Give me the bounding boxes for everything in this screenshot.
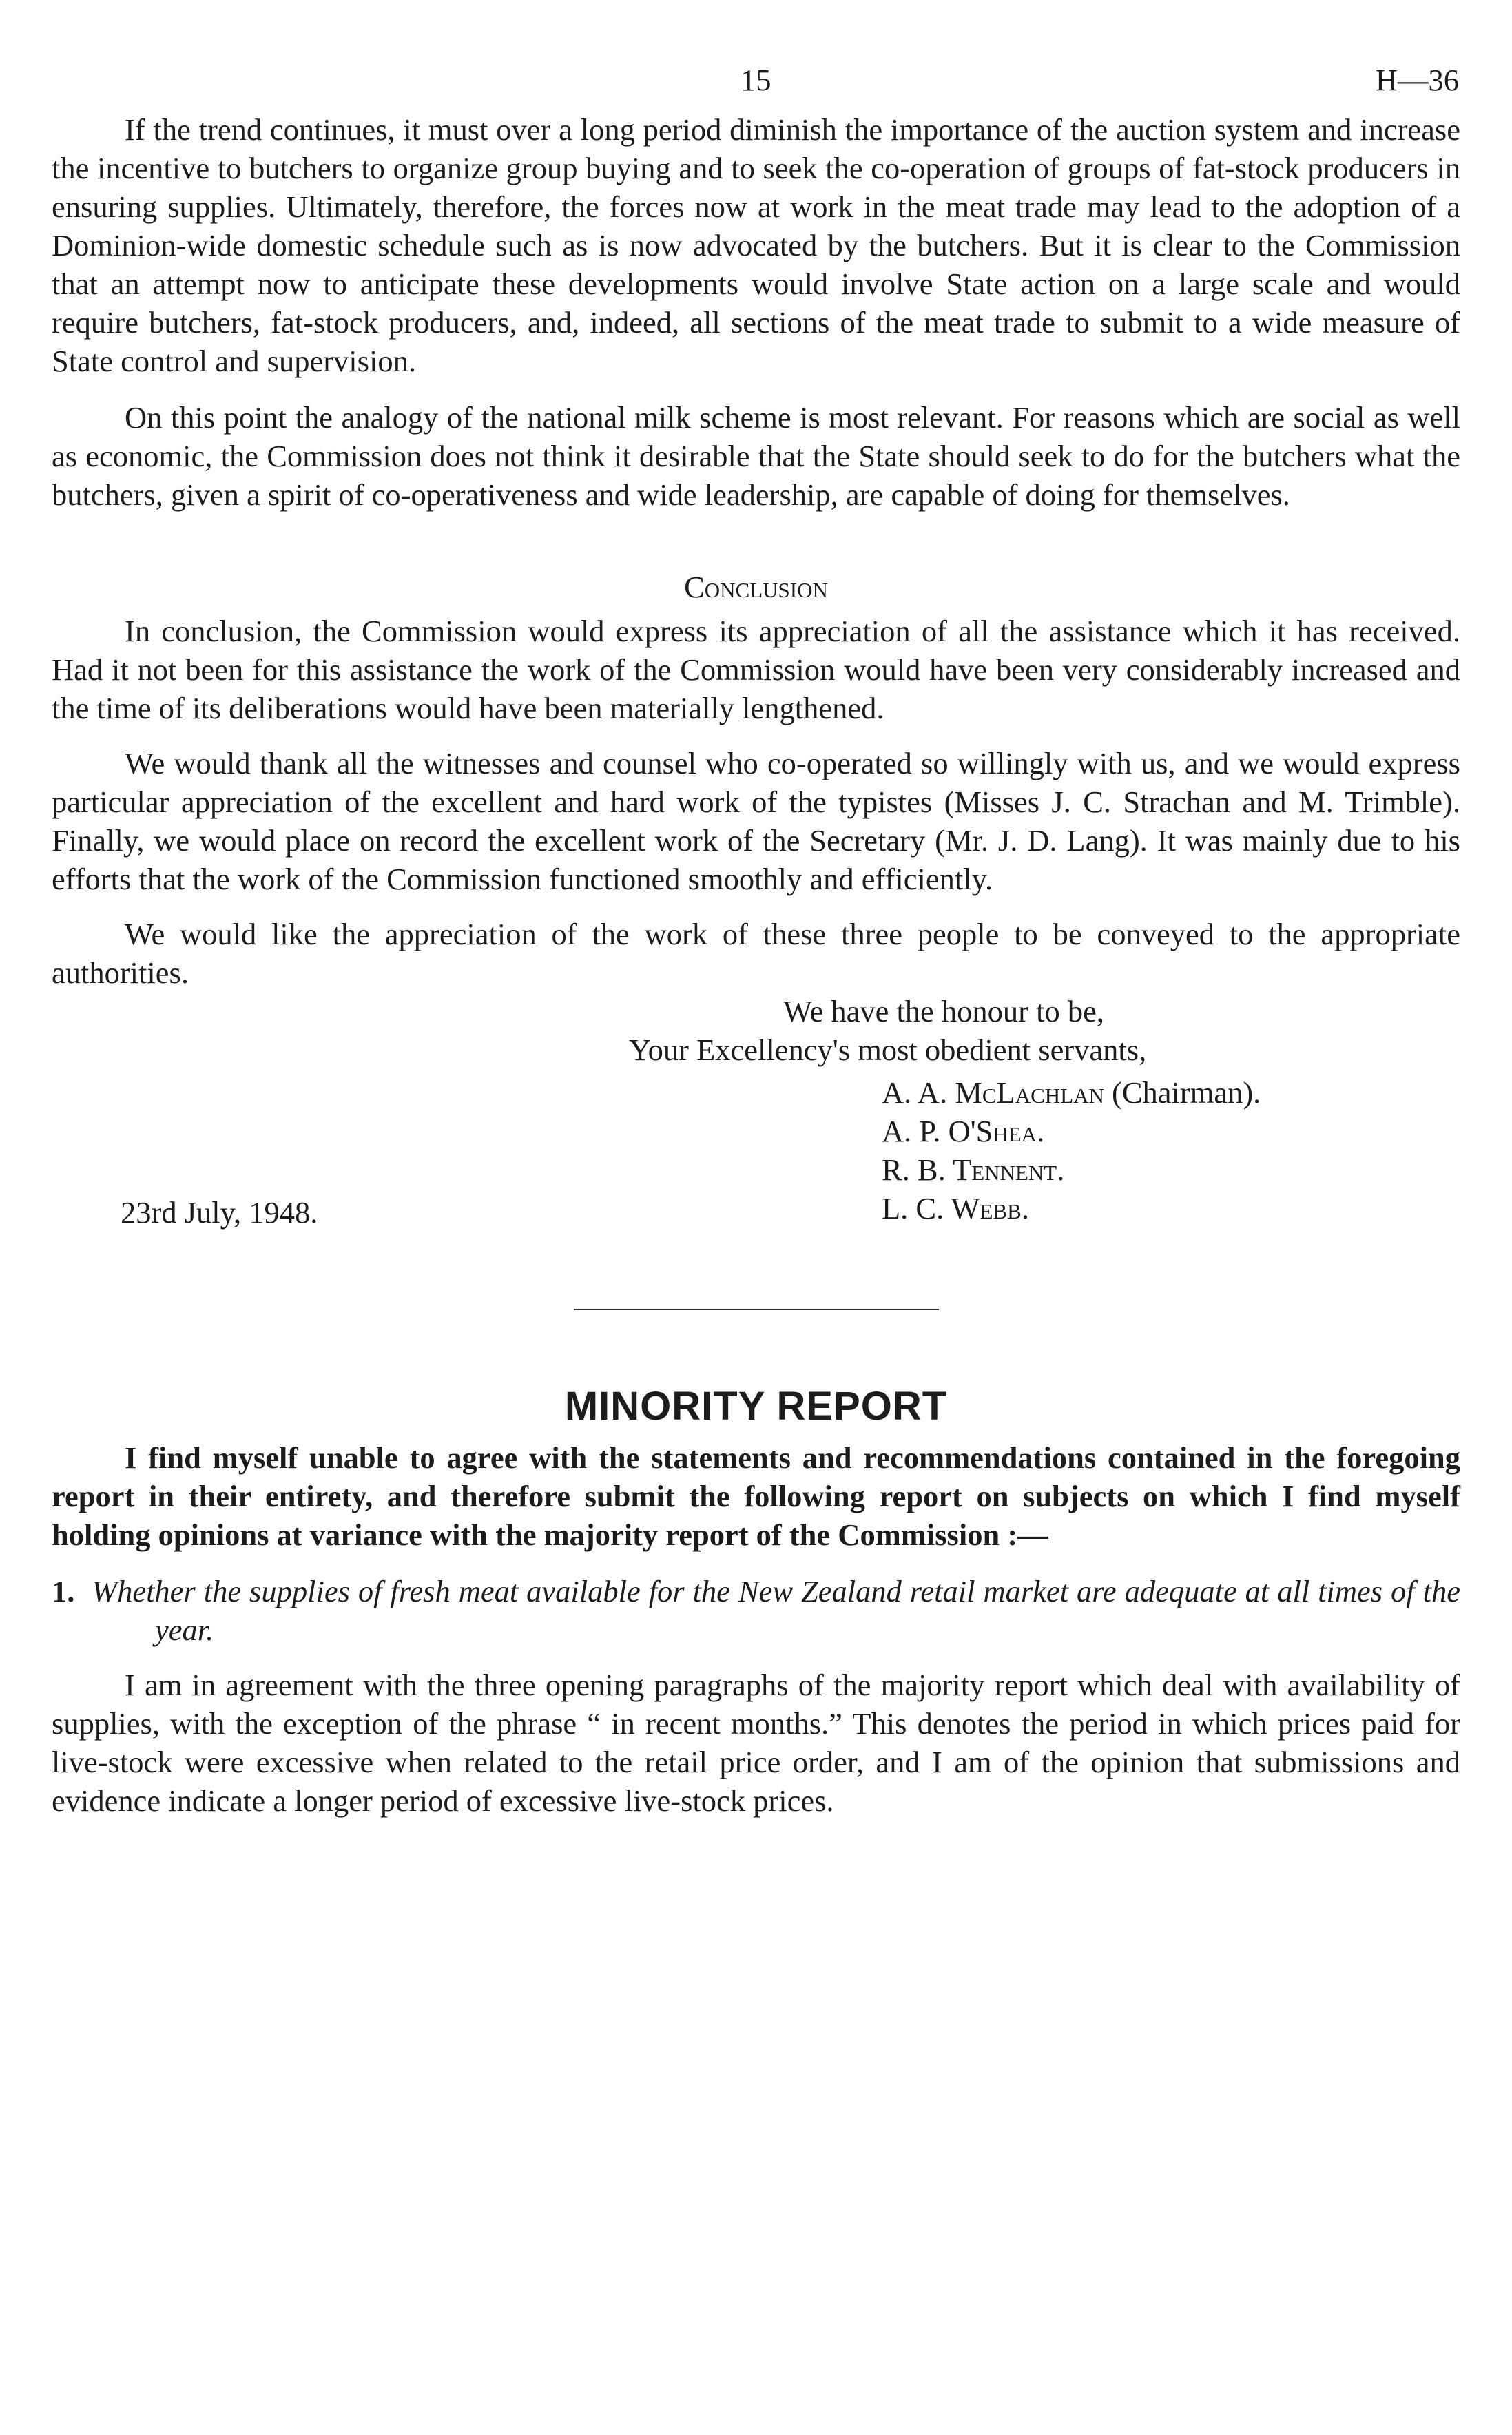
closing-valediction: Your Excellency's most obedient servants, [629,1033,1147,1067]
minority-report-intro: I find myself unable to agree with the statements and recommendations contained in the foregoing report in their entirety, and therefore submit the following report on subjects on which I find myself holding opinions at variance with the majority report of the Commission :— [52,1440,1460,1552]
signatory: R. B. Tennent. [882,1152,1065,1187]
minority-item-1 [52,1572,1460,1649]
page-header [52,55,1460,110]
page-number: 15 [741,63,771,97]
document-reference: H—36 [1375,63,1459,97]
signatory: L. C. Webb. [882,1191,1029,1225]
conclusion-paragraph-3: We would like the appreciation of the work of these three people to be conveyed to the appropriate authorities. [52,917,1460,990]
minority-report-title: MINORITY REPORT [564,1384,948,1429]
report-date: 23rd July, 1948. [121,1195,318,1230]
signatory: A. P. O'Shea. [882,1114,1045,1148]
body-paragraph-2: On this point the analogy of the national milk scheme is most relevant. For reasons which are social as well as economic, the Commission does not think it desirable that the State should seek to do for the butchers what the butchers, given a spirit of co-operativeness and wide leadership, are capable of doing for themselves. [52,400,1460,512]
conclusion-paragraph-2: We would thank all the witnesses and counsel who co-operated so willingly with us, and we would express particular appreciation of the excellent and hard work of the typistes (Misses J. C. Strachan and M. Trimble). Finally, we would place on record the excellent work of the Secretary (Mr. J. D. Lang). It was mainly due to his efforts that the work of the Commission functioned smoothly and efficiently. [52,746,1460,896]
conclusion-paragraph-1: In conclusion, the Commission would express its appreciation of all the assistance which it has received. Had it not been for this assistance the work of the Commission would have been very considerably increased and the time of its deliberations would have been materially lengthened. [52,614,1460,725]
signatory: A. A. McLachlan (Chairman). [882,1075,1261,1110]
section-divider [574,1309,939,1310]
item-number: 1. [52,1574,75,1608]
item-heading: Whether the supplies of fresh meat available for the New Zealand retail market are adequate at all times of the year. [92,1574,1460,1647]
closing-block [52,992,1460,1069]
minority-report-paragraph: I am in agreement with the three opening paragraphs of the majority report which deal with availability of supplies, with the exception of the phrase “ in recent months.” This denotes the period in which prices paid for live-stock were excessive when related to the retail price order, and I am of the opinion that submissions and evidence indicate a longer period of excessive live-stock prices. [52,1668,1460,1818]
body-paragraph-1: If the trend continues, it must over a long period diminish the importance of the auction system and increase the incentive to butchers to organize group buying and to seek the co-operation of groups of fat-stock producers in ensuring supplies. Ultimately, therefore, the forces now at work in the meat trade may lead to the adoption of a Dominion-wide domestic schedule such as is now advocated by the butchers. But it is clear to the Commission that an attempt now to anticipate these developments would involve State action on a large scale and would require butchers, fat-stock producers, and, indeed, all sections of the meat trade to submit to a wide measure of State control and supervision. [52,112,1460,378]
closing-salutation: We have the honour to be, [783,994,1104,1028]
conclusion-heading: Conclusion [684,570,828,604]
